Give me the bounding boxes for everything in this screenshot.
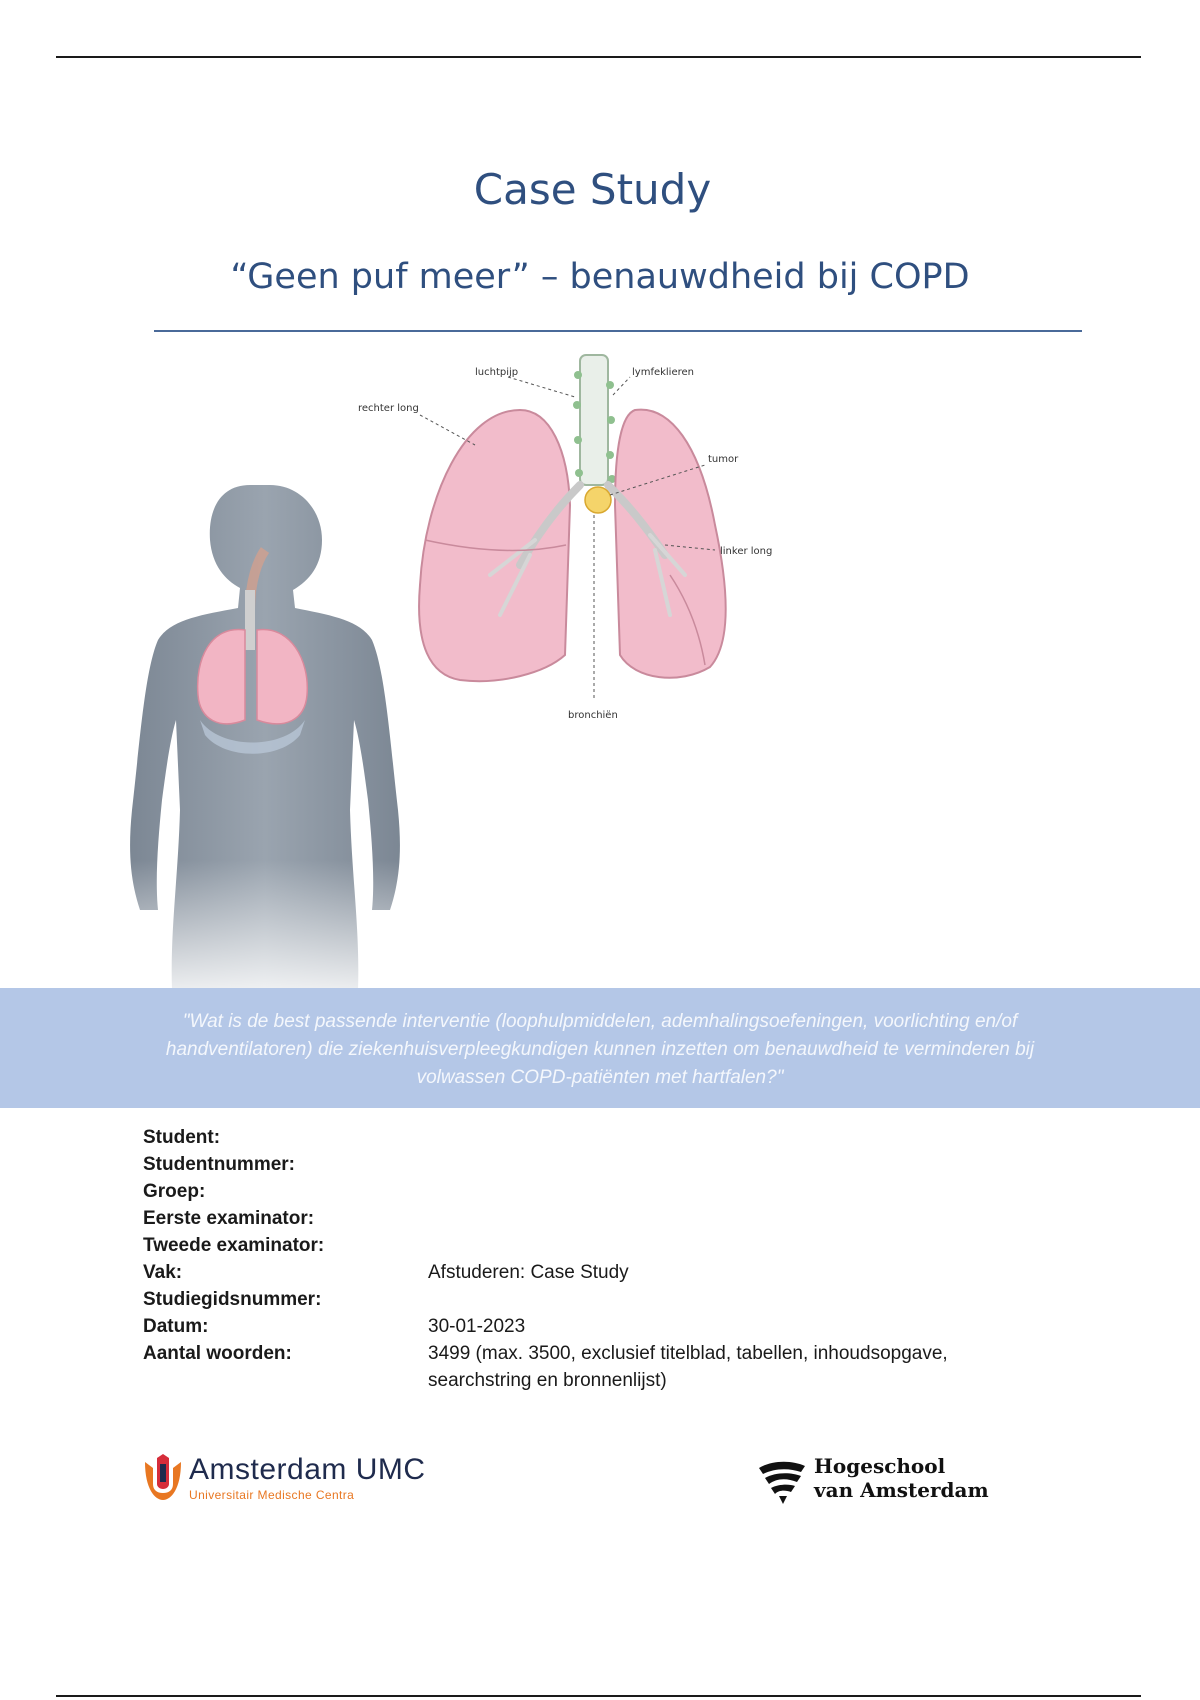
- info-row-word-count: [143, 1340, 1043, 1394]
- hogeschool-van-amsterdam-logo: [757, 1452, 997, 1512]
- info-label: Eerste examinator:: [143, 1208, 315, 1229]
- info-value: [428, 1205, 1008, 1232]
- document-title: Case Study: [473, 165, 712, 214]
- info-value: [428, 1232, 1008, 1259]
- umc-name: Amsterdam UMC: [189, 1453, 426, 1486]
- info-value: Afstuderen: Case Study: [428, 1262, 629, 1283]
- label-trachea: luchtpijp: [475, 367, 519, 378]
- info-row-course: [143, 1259, 1043, 1286]
- info-value: 3499 (max. 3500, exclusief titelblad, tabellen, inhoudsopgave, searchstring en bronnenlijst): [428, 1343, 948, 1391]
- bottom-rule: [56, 1695, 1141, 1697]
- info-value: [428, 1286, 1008, 1313]
- umc-subtitle: Universitair Medische Centra: [189, 1488, 355, 1502]
- document-subtitle: “Geen puf meer” – benauwdheid bij COPD: [230, 257, 970, 297]
- lungs-anatomy-diagram: [358, 355, 840, 750]
- info-row-date: [143, 1313, 1043, 1340]
- amsterdam-umc-logo: [141, 1450, 431, 1510]
- info-label: Student:: [143, 1127, 221, 1148]
- info-value: [428, 1124, 1008, 1151]
- student-info-table: [143, 1124, 1043, 1394]
- label-lymph-nodes: lymfeklieren: [632, 367, 694, 378]
- info-label: Studentnummer:: [143, 1154, 295, 1175]
- info-row-second-examiner: [143, 1232, 1043, 1259]
- info-value: 30-01-2023: [428, 1316, 526, 1337]
- info-label: Tweede examinator:: [143, 1235, 325, 1256]
- label-right-lung: rechter long: [358, 403, 419, 414]
- research-question: "Wat is de best passende interventie (loophulpmiddelen, ademhalingsoefeningen, voorlichting en/of handventilatoren) die ziekenhuisverpleegkundigen kunnen inzetten om benauwdheid te verminderen bij volwassen COPD-patiënten met hartfalen?": [165, 1011, 1035, 1088]
- label-bronchi: bronchiën: [568, 710, 618, 721]
- info-row-group: [143, 1178, 1043, 1205]
- top-rule: [56, 56, 1141, 58]
- info-label: Datum:: [143, 1316, 209, 1337]
- hva-emblem-icon: [757, 1458, 807, 1508]
- label-tumor: tumor: [708, 454, 739, 465]
- label-left-lung: linker long: [720, 546, 773, 557]
- hva-name-line1: Hogeschool: [814, 1454, 946, 1478]
- info-label: Vak:: [143, 1262, 183, 1283]
- hva-name-line2: van Amsterdam: [814, 1478, 989, 1502]
- info-row-student-number: [143, 1151, 1043, 1178]
- info-label: Aantal woorden:: [143, 1343, 292, 1364]
- info-value: [428, 1151, 1008, 1178]
- title-divider: [154, 330, 1082, 332]
- info-label: Groep:: [143, 1181, 206, 1202]
- info-row-first-examiner: [143, 1205, 1043, 1232]
- info-row-course-code: [143, 1286, 1043, 1313]
- tulip-icon: [141, 1454, 185, 1504]
- info-value: [428, 1178, 1008, 1205]
- info-label: Studiegidsnummer:: [143, 1289, 322, 1310]
- info-row-student: [143, 1124, 1043, 1151]
